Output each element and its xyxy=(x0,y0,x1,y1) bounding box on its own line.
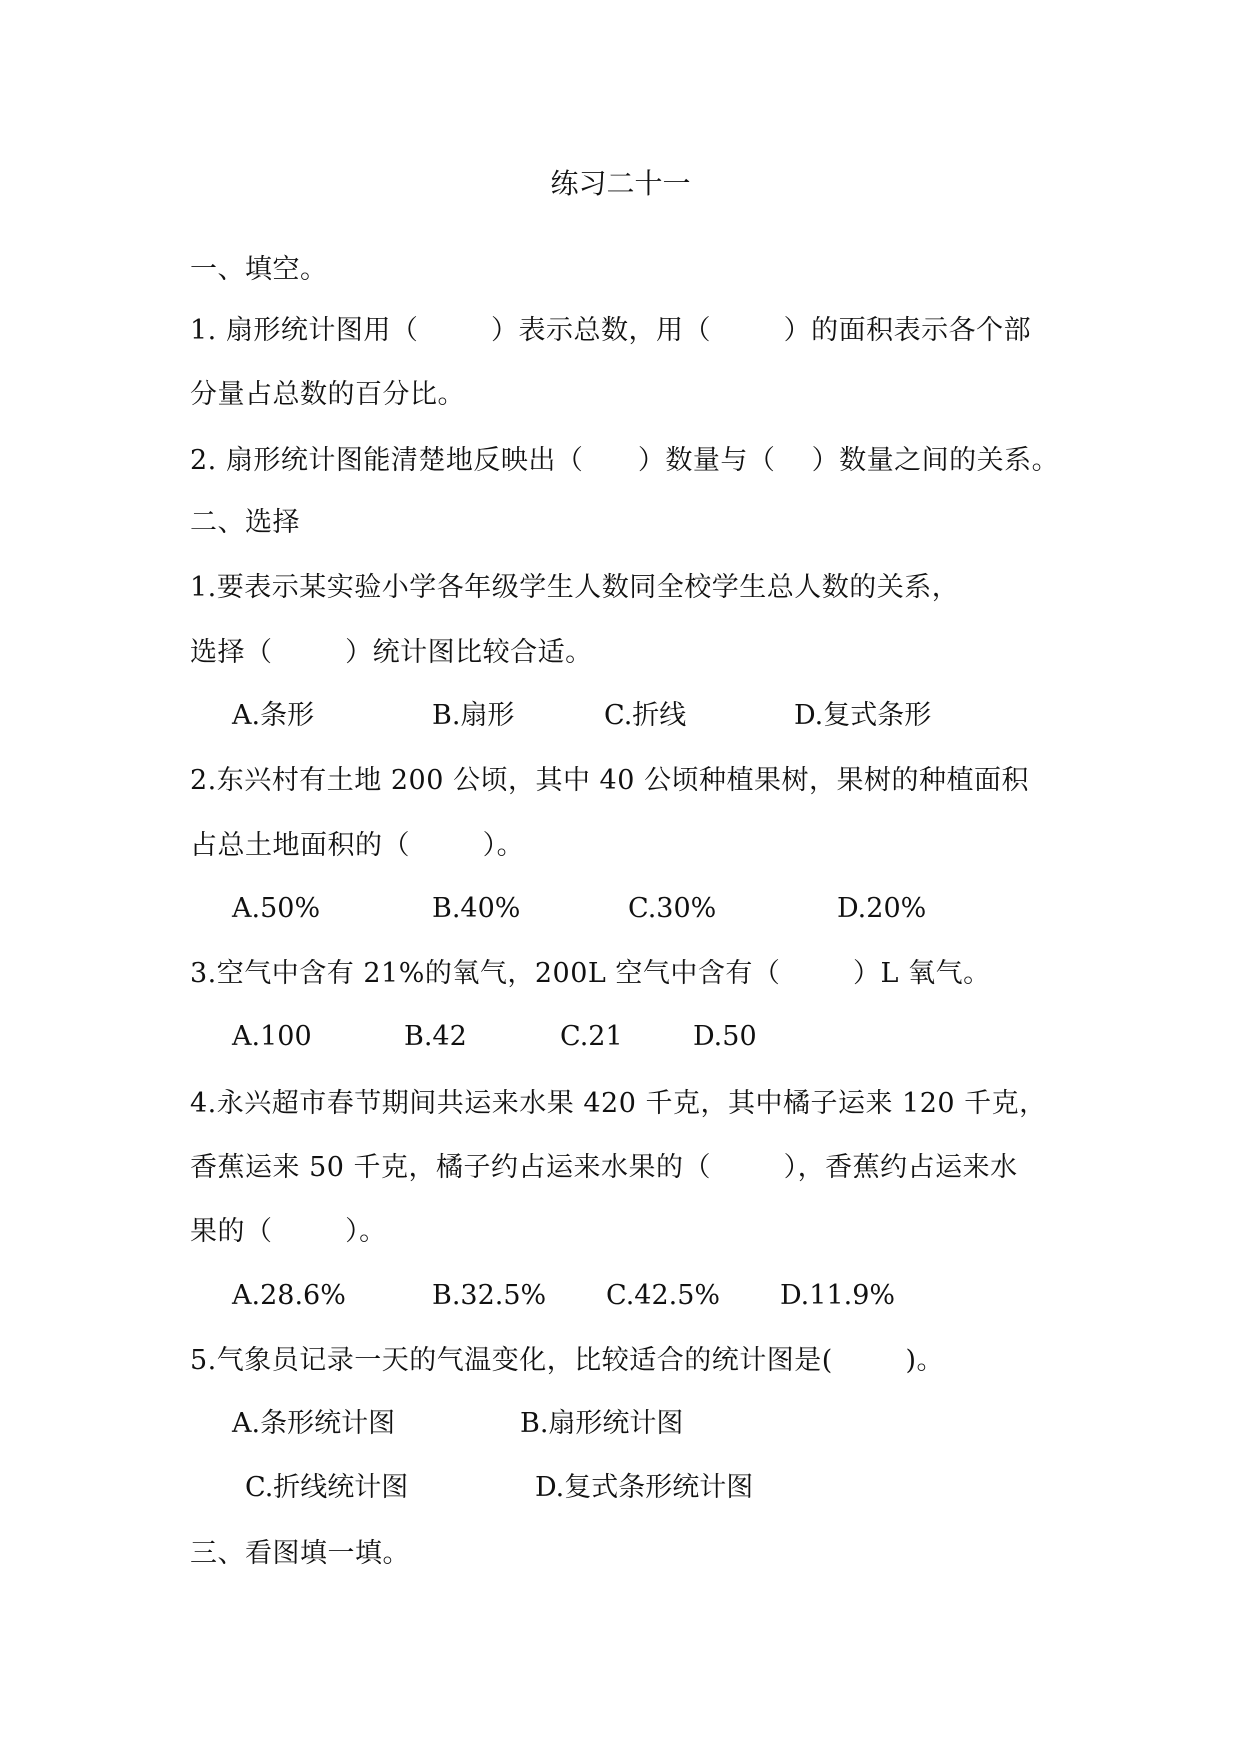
question-text: 1. 扇形统计图用（ ）表示总数，用（ ）的面积表示各个部 xyxy=(190,315,1032,346)
question-text: 占总土地面积的（ ）。 xyxy=(190,830,525,861)
option-c: C.42.5% xyxy=(606,1280,721,1311)
page-title: 练习二十一 xyxy=(550,167,691,200)
question-text: 3.空气中含有 21%的氧气，200L 空气中含有（ ）L 氧气。 xyxy=(190,958,991,989)
option-c: C.30% xyxy=(628,893,717,924)
option-a: A.条形统计图 xyxy=(232,1408,396,1439)
question-text: 选择（ ）统计图比较合适。 xyxy=(190,637,593,668)
question-text: 5.气象员记录一天的气温变化，比较适合的统计图是( )。 xyxy=(190,1345,944,1376)
option-a: A.条形 xyxy=(232,700,315,731)
question-text: 2. 扇形统计图能清楚地反映出（ ）数量与（ ）数量之间的关系。 xyxy=(190,445,1060,476)
question-text: 1.要表示某实验小学各年级学生人数同全校学生总人数的关系， xyxy=(190,572,960,603)
question-text: 香蕉运来 50 千克，橘子约占运来水果的（ ），香蕉约占运来水 xyxy=(190,1152,1018,1183)
section-heading-choice: 二、选择 xyxy=(190,507,300,538)
section-heading-chart: 三、看图填一填。 xyxy=(190,1538,410,1569)
option-d: D.11.9% xyxy=(780,1280,896,1311)
question-text: 2.东兴村有土地 200 公顷，其中 40 公顷种植果树，果树的种植面积 xyxy=(190,765,1029,796)
option-b: B.42 xyxy=(404,1021,467,1052)
option-d: D.20% xyxy=(837,893,927,924)
section-heading-fill-in: 一、填空。 xyxy=(190,254,328,285)
option-a: A.50% xyxy=(232,893,321,924)
option-a: A.100 xyxy=(232,1021,312,1052)
option-a: A.28.6% xyxy=(232,1280,346,1311)
option-c: C.折线统计图 xyxy=(245,1472,409,1503)
option-d: D.复式条形 xyxy=(794,700,932,731)
option-b: B.扇形统计图 xyxy=(520,1408,684,1439)
question-text: 分量占总数的百分比。 xyxy=(190,379,465,410)
option-c: C.折线 xyxy=(604,700,687,731)
option-b: B.扇形 xyxy=(432,700,515,731)
option-d: D.复式条形统计图 xyxy=(535,1472,754,1503)
option-b: B.32.5% xyxy=(432,1280,547,1311)
question-text: 果的（ ）。 xyxy=(190,1216,387,1247)
question-text: 4.永兴超市春节期间共运来水果 420 千克，其中橘子运来 120 千克， xyxy=(190,1088,1047,1119)
option-d: D.50 xyxy=(693,1021,757,1052)
option-b: B.40% xyxy=(432,893,521,924)
option-c: C.21 xyxy=(560,1021,623,1052)
